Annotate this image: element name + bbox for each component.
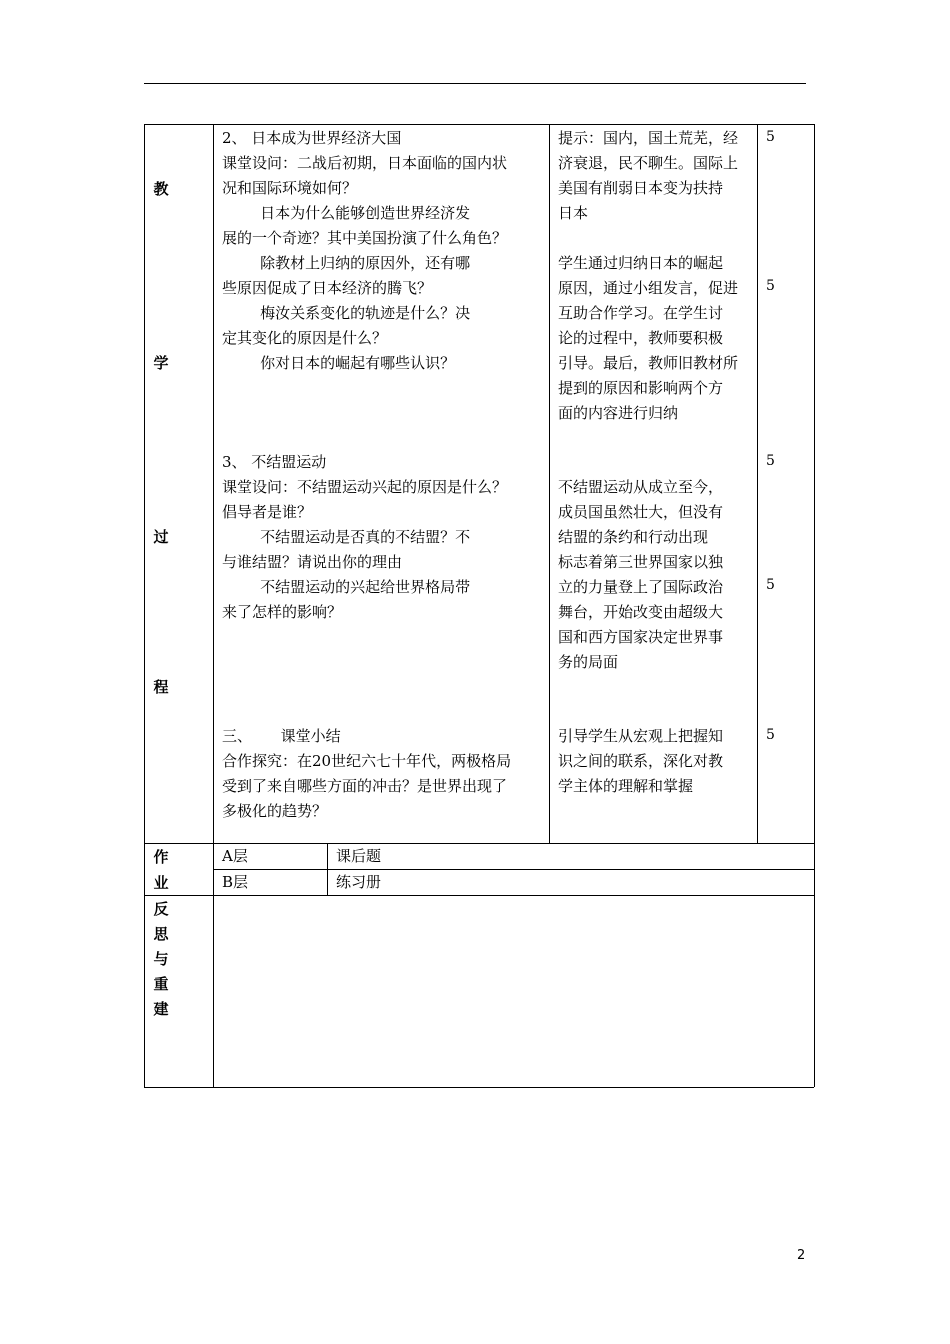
time-value: 5 [766, 129, 775, 145]
content-line: 定其变化的原因是什么？ [222, 329, 388, 347]
note-line: 务的局面 [558, 653, 619, 671]
content-line: 2、 日本成为世界经济大国 [222, 129, 402, 147]
side-label-char: 程 [153, 678, 169, 696]
note-line: 识之间的联系，深化对教 [558, 752, 724, 770]
note-line: 学生通过归纳日本的崛起 [558, 254, 724, 272]
content-line: 除教材上归纳的原因外，还有哪 [222, 254, 471, 272]
content-line: 不结盟运动是否真的不结盟？不 [222, 528, 471, 546]
note-line: 国和西方国家决定世界事 [558, 628, 724, 646]
content-line: 课堂设问：不结盟运动兴起的原因是什么？ [222, 478, 508, 496]
content-line: 3、 不结盟运动 [222, 453, 327, 471]
content-line: 况和国际环境如何？ [222, 179, 358, 197]
content-line: 与谁结盟？请说出你的理由 [222, 553, 403, 571]
side-label-char: 与 [153, 950, 169, 968]
side-label-char: 业 [153, 874, 169, 892]
side-label-char: 建 [153, 1000, 169, 1018]
content-line: 合作探究：在20世纪六七十年代，两极格局 [222, 752, 512, 770]
side-label-char: 学 [153, 354, 169, 372]
note-line: 日本 [558, 204, 589, 222]
content-line: 来了怎样的影响？ [222, 603, 343, 621]
note-line: 标志着第三世界国家以独 [558, 553, 724, 571]
side-label-char: 反 [153, 900, 169, 918]
note-line: 引导学生从宏观上把握知 [558, 727, 724, 745]
content-line: 你对日本的崛起有哪些认识？ [222, 354, 456, 372]
content-line: 三、 课堂小结 [222, 727, 341, 745]
note-line: 互助合作学习。在学生讨 [558, 304, 724, 322]
side-label-char: 作 [153, 848, 169, 866]
homework-task: 练习册 [336, 873, 382, 891]
side-label-char: 教 [153, 180, 169, 198]
side-label-char: 重 [153, 975, 169, 993]
homework-level: A层 [222, 847, 248, 865]
homework-task: 课后题 [336, 847, 382, 865]
note-line: 济衰退，民不聊生。国际上 [558, 154, 739, 172]
note-line: 提到的原因和影响两个方 [558, 379, 724, 397]
time-value: 5 [766, 577, 775, 593]
content-line: 倡导者是谁？ [222, 503, 313, 521]
content-line: 不结盟运动的兴起给世界格局带 [222, 578, 471, 596]
note-line: 成员国虽然壮大，但没有 [558, 503, 724, 521]
note-line: 舞台，开始改变由超级大 [558, 603, 724, 621]
note-line: 美国有削弱日本变为扶持 [558, 179, 724, 197]
side-label-char: 过 [153, 528, 169, 546]
page-number: 2 [797, 1248, 806, 1263]
note-line: 不结盟运动从成立至今， [558, 478, 724, 496]
time-value: 5 [766, 453, 775, 469]
content-line: 梅汝关系变化的轨迹是什么？决 [222, 304, 471, 322]
content-line: 课堂设问：二战后初期，日本面临的国内状 [222, 154, 508, 172]
side-label-char: 思 [153, 925, 169, 943]
content-line: 受到了来自哪些方面的冲击？是世界出现了 [222, 777, 508, 795]
note-line: 引导。最后，教师旧教材所 [558, 354, 739, 372]
note-line: 面的内容进行归纳 [558, 404, 679, 422]
note-line: 提示：国内，国土荒芜，经 [558, 129, 739, 147]
note-line: 立的力量登上了国际政治 [558, 578, 724, 596]
time-value: 5 [766, 278, 775, 294]
content-line: 展的一个奇迹？其中美国扮演了什么角色？ [222, 229, 508, 247]
time-value: 5 [766, 727, 775, 743]
content-line: 些原因促成了日本经济的腾飞？ [222, 279, 433, 297]
content-line: 日本为什么能够创造世界经济发 [222, 204, 471, 222]
content-line: 多极化的趋势？ [222, 802, 328, 820]
note-line: 结盟的条约和行动出现 [558, 528, 709, 546]
note-line: 原因，通过小组发言，促进 [558, 279, 739, 297]
note-line: 学主体的理解和掌握 [558, 777, 694, 795]
header-rule [144, 83, 806, 84]
homework-level: B层 [222, 873, 249, 891]
note-line: 论的过程中，教师要积极 [558, 329, 724, 347]
